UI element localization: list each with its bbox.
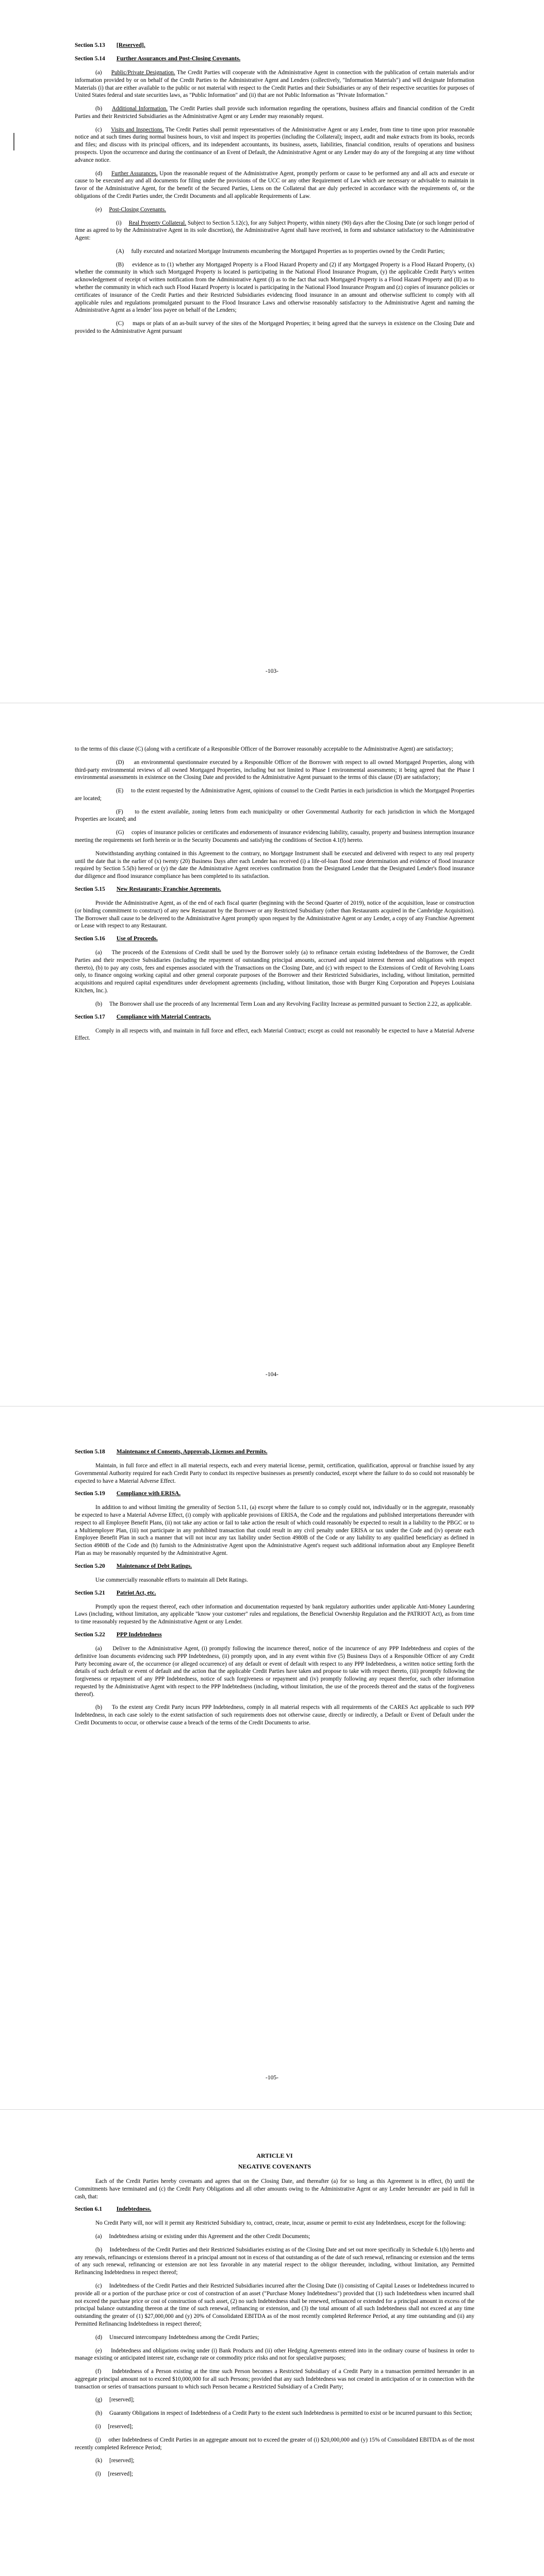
margin-marker	[13, 133, 14, 150]
paragraph: (E) to the extent requested by the Administrative Agent, opinions of counsel to the Credit Parties in each jurisdiction in which the Mortgaged Properties are located;	[75, 788, 474, 802]
paragraph: (a) The proceeds of the Extensions of Credit shall be used by the Borrower solely (a) to refinance certain existing Indebtedness of the Borrower, the Credit Parties and their respective Subsidiaries (including the repayment of outstanding principal amounts, accrued and unpaid interest thereon and obligations with respect thereto), (b) to pay any costs, fees and expenses associated with the Transactions on the Closing Date, and (c) with respect to the Extensions of Credit of Revolving Loans only, to finance ongoing working capital and other general corporate purposes of the Borrower and their Restricted Subsidiaries, including, without limitation, permitted acquisitions and required capital expenditures under development agreements (including, without limitation, those with Burger King Corporation and Popeyes Louisiana Kitchen, Inc.).	[75, 950, 474, 994]
paragraph: Promptly upon the request thereof, each other information and documentation requested by bank regulatory authorities under applicable Anti-Money Laundering Laws (including, without limitation, any applicable "know your customer" rules and regulations, the Beneficial Ownership Regulation and the PATRIOT Act), as from time to time reasonably requested by the Administrative Agent or any Lender.	[75, 1603, 474, 1625]
paragraph: (b) To the extent any Credit Party incurs PPP Indebtedness, comply in all material respects with all requirements of the CARES Act applicable to such PPP Indebtedness, in each case solely to the extent satisfaction of such requirements does not otherwise cause, directly or indirectly, a Default or Event of Default under the Credit Documents to occur, or otherwise cause a breach of the terms of the Credit Documents to arise.	[75, 1704, 474, 1726]
article-number: ARTICLE VI	[256, 2152, 293, 2159]
section-heading: Section 5.21 Patriot Act, etc.	[75, 1589, 156, 1596]
list-item: (h) Guaranty Obligations in respect of Indebtedness of a Credit Party to the extent such Indebtedness is permitted to exist or be incurred pursuant to this Section;	[95, 2410, 472, 2417]
section-heading: Section 5.22 PPP Indebtedness	[75, 1631, 162, 1638]
section-heading: Section 5.20 Maintenance of Debt Ratings.	[75, 1563, 192, 1569]
list-item: (c) Indebtedness of the Credit Parties and their Restricted Subsidiaries incurred after the Closing Date (i) consisting of Capital Leases or Indebtedness incurred to provide all or a portion of the purchase price or cost of construction of an asset ("Purchase Money Indebtedness") provided that (1) such Indebtedness when incurred shall not exceed the purchase price or cost of construction of such asset, (2) no such Indebtedness shall be renewed, refinanced or extended for a principal amount in excess of the principal balance outstanding thereon at the time of such renewal, refinancing or extension, and (3) the total amount of all such Indebtedness shall not exceed at any time outstanding the greater of (1) $27,000,000 and (y) 20% of Consolidated EBITDA as of the most recently completed Reference Period, at any time outstanding and (ii) any Permitted Refinancing Indebtedness in respect thereof;	[75, 2283, 474, 2327]
paragraph: (B) evidence as to (1) whether any Mortgaged Property is a Flood Hazard Property and (2) if any Mortgaged Property is a Flood Hazard Property, (x) whether the community in which such Mortgaged Property is located is participating in the National Flood Insurance Program, (y) the applicable Credit Party's written acknowledgement of receipt of written notification from the Administrative Agent (I) as to the fact that such Mortgaged Property is a Flood Hazard Property and (II) as to whether the community in which each such Flood Hazard Property is located is participating in the National Flood Insurance Program and (z) copies of insurance policies or certificates of insurance of the Credit Parties and their Restricted Subsidiaries evidencing flood insurance in an amount and otherwise sufficient to comply with all applicable rules and regulations promulgated pursuant to the Flood Insurance Laws and otherwise reasonably satisfactory to the Administrative Agent and naming the Administrative Agent as a lender' loss payee on behalf of the Lenders;	[75, 261, 475, 314]
paragraph: Notwithstanding anything contained in this Agreement to the contrary, no Mortgage Instrument shall be executed and delivered with respect to any real property until the date that is the earlier of (x) twenty (20) Business Days after each Lender has received (i) a life-of-loan flood zone determination and evidence of flood insurance required by Section 5.5(b) hereof or (y) the date the Administrative Agent receives confirmation from the Designated Lender that the Designated Lender's flood insurance due diligence and flood insurance compliance has been completed to its satisfaction.	[75, 850, 474, 880]
list-item: (i) [reserved];	[95, 2423, 133, 2430]
section-heading: Section 5.18 Maintenance of Consents, Approvals, Licenses and Permits.	[75, 1449, 268, 1455]
list-item: (a) Indebtedness arising or existing under this Agreement and the other Credit Documents;	[95, 2233, 310, 2240]
paragraph: (F) to the extent available, zoning letters from each municipality or other Governmental Authority for each jurisdiction in which the Mortgaged Properties are located; and	[75, 808, 475, 823]
paragraph: (C) maps or plats of an as-built survey of the sites of the Mortgaged Properties; it being agreed that the surveys in existence on the Closing Date and provided to the Administrative Agent pursuant	[75, 320, 474, 334]
paragraph: Use commercially reasonable efforts to maintain all Debt Ratings.	[95, 1577, 248, 1583]
paragraph: (a) Deliver to the Administrative Agent, (i) promptly following the incurrence thereof, notice of the incurrence of any PPP Indebtedness and copies of the definitive loan documents evidencing such PPP Indebtedness, (ii) promptly upon, and in any event within five (5) Business Days of a Responsible Officer of any Credit Party becoming aware of, the occurrence (or alleged occurrence) of any default or event of default with respect to any PPP Indebtedness, a written notice setting forth the details of such default or event of default and the action that the applicable Credit Parties have taken and propose to take with respect thereto, (iii) promptly following the forgiveness or repayment of any PPP Indebtedness, notice of such forgiveness or repayment and (iv) promptly following any request therefor, such other information requested by the Administrative Agent with respect to the PPP Indebtedness (including, without limitation, the use of the proceeds thereof and the status of the forgiveness thereof).	[75, 1645, 475, 1698]
article-title: NEGATIVE COVENANTS	[238, 2163, 311, 2170]
paragraph: Comply in all respects with, and maintain in full force and effect, each Material Contract; except as could not reasonably be expected to have a Material Adverse Effect.	[75, 1027, 474, 1042]
section-heading: Section 5.15 New Restaurants; Franchise Agreements.	[75, 886, 221, 892]
page-number: -103-	[266, 668, 278, 674]
list-item: (e) Indebtedness and obligations owing under (i) Bank Products and (ii) other Hedging Agreements entered into in the ordinary course of business in order to manage existing or anticipated interest rate, exchange rate or commodity price risks and not for speculative purposes;	[75, 2347, 475, 2362]
paragraph: (c) Visits and Inspections. The Credit Parties shall permit representatives of the Administrative Agent or any Lender, from time to time upon prior reasonable notice and at such times during normal business hours, to visit and inspect its properties (including the Collateral); inspect, audit and make extracts from its books, records and files; and discuss with its principal officers, and its independent accountants, its business, assets, liabilities, financial condition, results of operations and business prospects. Upon the occurrence and during the continuance of an Event of Default, the Administrative Agent or any Lender may do any of the foregoing at any time without advance notice.	[75, 126, 474, 163]
paragraph: (d) Further Assurances. Upon the reasonable request of the Administrative Agent, promptly perform or cause to be performed any and all acts and execute or cause to be executed any and all documents for filing under the provisions of the UCC or any other Requirement of Law which are necessary or advisable to maintain in favor of the Administrative Agent, for the benefit of the Secured Parties, Liens on the Collateral that are duly perfected in accordance with the requirements of, or the obligations of the Credit Parties under, the Credit Documents and all applicable Requirements of Law.	[75, 170, 474, 199]
section-heading: Section 6.1 Indebtedness.	[75, 2206, 152, 2213]
paragraph: Maintain, in full force and effect in all material respects, each and every material license, permit, certification, qualification, approval or franchise issued by any Governmental Authority required for each Credit Party to conduct its respective businesses as presently conducted, except where the failure to do so could not reasonably be expected to have a Material Adverse Effect.	[75, 1463, 474, 1484]
page-106	[0, 2110, 544, 2576]
paragraph: In addition to and without limiting the generality of Section 5.11, (a) except where the failure to so comply could not, individually or in the aggregate, reasonably be expected to have a Material Adverse Effect, (i) comply with applicable provisions of ERISA, the Code and the regulations and published interpretations thereunder with respect to all Employee Benefit Plans, (ii) not take any action or fail to take action the result of which could reasonably be expected to result in a liability to the PBGC or to a Multiemployer Plan, (iii) not participate in any prohibited transaction that could result in any civil penalty under ERISA or tax under the Code and (iv) operate each Employee Benefit Plan in such a manner that will not incur any tax liability under Section 4980B of the Code or any liability to any qualified beneficiary as defined in Section 4980B of the Code and (b) furnish to the Administrative Agent upon the Administrative Agent's request such additional information about any Employee Benefit Plan as may be reasonably requested by the Administrative Agent.	[75, 1504, 474, 1557]
list-item: (g) [reserved];	[95, 2397, 135, 2403]
paragraph: to the terms of this clause (C) (along with a certificate of a Responsible Officer of the Borrower reasonably acceptable to the Administrative Agent) are satisfactory;	[75, 746, 453, 752]
paragraph: (A) fully executed and notarized Mortgage Instruments encumbering the Mortgaged Properties as to properties owned by the Credit Parties;	[116, 248, 445, 255]
section-heading: Section 5.19 Compliance with ERISA.	[75, 1490, 181, 1497]
paragraph: Provide the Administrative Agent, as of the end of each fiscal quarter (beginning with the Second Quarter of 2019), notice of the acquisition, lease or construction (or binding commitment to construct) of any new Restaurant by the Borrower or any Restricted Subsidiary (other than Restaurants acquired in the Cambridge Acquisition). The Borrower shall cause to be delivered to the Administrative Agent promptly upon request by the Administrative Agent or any Lender, a copy of any Franchise Agreement or Lease with respect to any Restaurant.	[75, 900, 474, 929]
section-heading: Section 5.14 Further Assurances and Post-Closing Covenants.	[75, 56, 241, 62]
section-heading: Section 5.16 Use of Proceeds.	[75, 936, 158, 942]
page-number: -104-	[266, 1371, 278, 1378]
list-item: (d) Unsecured intercompany Indebtedness among the Credit Parties;	[95, 2334, 259, 2341]
paragraph: (b) The Borrower shall use the proceeds of any Incremental Term Loan and any Revolving Facility Increase as permitted pursuant to Section 2.22, as applicable.	[95, 1001, 472, 1007]
paragraph: (D) an environmental questionnaire executed by a Responsible Officer of the Borrower with respect to all owned Mortgaged Properties, along with third-party environmental reviews of all owned Mortgaged Properties, including but not limited to Phase I environmental assessments; it being agreed that the Phase I environmental assessments in existence on the Closing Date and provided to the Administrative Agent pursuant to the terms of this clause (D) are satisfactory;	[75, 759, 475, 781]
page-104	[0, 703, 544, 1406]
page-103	[0, 0, 544, 703]
list-item: (l) [reserved];	[95, 2471, 133, 2478]
page-105	[0, 1406, 544, 2110]
paragraph: (i) Real Property Collateral. Subject to Section 5.12(c), for any Subject Property, within ninety (90) days after the Closing Date (or such longer period of time as agreed to by the Administrative Agent in its sole discretion), the Administrative Agent shall have received, in form and substance satisfactory to the Administrative Agent:	[75, 219, 474, 242]
paragraph: (b) Additional Information. The Credit Parties shall provide such information regarding the operations, business affairs and financial condition of the Credit Parties and their Restricted Subsidiaries as the Administrative Agent or any Lender may reasonably request.	[75, 106, 474, 120]
paragraph: Each of the Credit Parties hereby covenants and agrees that on the Closing Date, and thereafter (a) for so long as this Agreement is in effect, (b) until the Commitments have terminated and (c) the Credit Party Obligations and all other amounts owing to the Administrative Agent or any Lender hereunder are paid in full in cash, that:	[75, 2178, 474, 2200]
page-number: -105-	[266, 2075, 278, 2081]
list-item: (b) Indebtedness of the Credit Parties and their Restricted Subsidiaries existing as of the Closing Date and set out more specifically in Schedule 6.1(b) hereto and any renewals, refinancings or extensions thereof in a principal amount not in excess of that outstanding as of the date of such renewal, refinancing or extension and the terms of any such renewal, refinancing or extension are not less favorable in any material respect to the obligor thereunder, including, without limitation, any Permitted Refinancing Indebtedness in respect thereof;	[75, 2246, 474, 2276]
list-item: (f) Indebtedness of a Person existing at the time such Person becomes a Restricted Subsidiary of a Credit Party in a transaction permitted hereunder in an aggregate principal amount not to exceed $10,000,000 for all such Persons; provided that any such Indebtedness was not created in anticipation of or in connection with the transaction or series of transactions pursuant to which such Person became a Restricted Subsidiary of a Credit Party;	[75, 2368, 474, 2390]
paragraph: No Credit Party will, nor will it permit any Restricted Subsidiary to, contract, create, incur, assume or permit to exist any Indebtedness, except for the following:	[95, 2220, 466, 2227]
paragraph: (a) Public/Private Designation. The Credit Parties will cooperate with the Administrative Agent in connection with the publication of certain materials and/or information provided by or on behalf of the Credit Parties to the Administrative Agent and Lenders (collectively, "Information Materials") and will designate Information Materials (i) that are either available to the public or not material with respect to the Credit Parties and their Subsidiaries or any of their respective securities for purposes of United States federal and state securities laws, as "Public Information" and (ii) that are not Public Information as "Private Information."	[75, 70, 474, 99]
section-heading: Section 5.17 Compliance with Material Contracts.	[75, 1013, 211, 1020]
paragraph: (e) Post-Closing Covenants.	[95, 206, 167, 213]
paragraph: (G) copies of insurance policies or certificates and endorsements of insurance evidencing liability, casualty, property and business interruption insurance meeting the requirements set forth herein or in the Security Documents and satisfying the conditions of Section 4.1(f) hereto.	[75, 829, 475, 844]
list-item: (k) [reserved];	[95, 2458, 135, 2464]
section-heading: Section 5.13 [Reserved].	[75, 42, 145, 48]
list-item: (j) other Indebtedness of Credit Parties in an aggregate amount not to exceed the greater of (i) $20,000,000 and (y) 15% of Consolidated EBITDA as of the most recently completed Reference Period;	[75, 2436, 474, 2451]
